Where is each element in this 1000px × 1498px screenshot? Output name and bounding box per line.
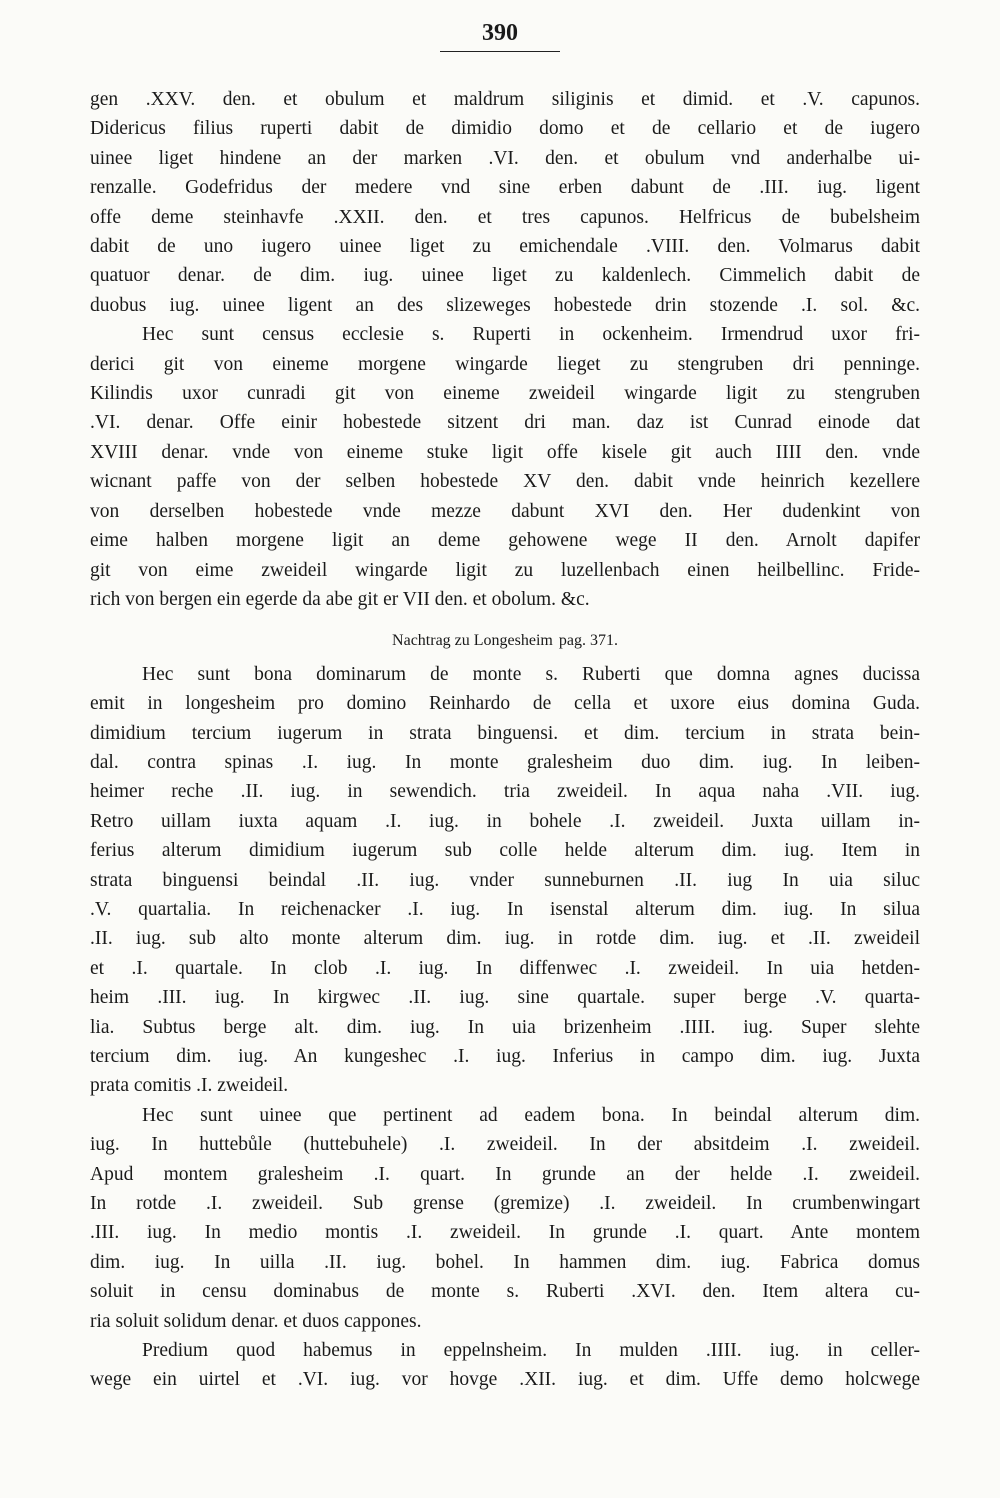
text-line: In rotde .I. zweideil. Sub grense (gremize) .I. zweideil. In crumbenwingart	[90, 1193, 920, 1215]
text-line: rich von bergen ein egerde da abe git er VII den. et obolum. &c.	[90, 588, 590, 610]
text-line: prata comitis .I. zweideil.	[90, 1075, 289, 1097]
text-line: soluit in censu dominabus de monte s. Ruberti .XVI. den. Item altera cu-	[90, 1281, 920, 1303]
text-line: Hec sunt uinee que pertinent ad eadem bona. In beindal alterum dim.	[142, 1104, 920, 1126]
text-line: quatuor denar. de dim. iug. uinee liget zu kaldenlech. Cimmelich dabit de	[90, 265, 920, 287]
text-line: eime halben morgene ligit an deme gehowene wege II den. Arnolt dapifer	[90, 530, 920, 552]
text-line: uinee liget hindene an der marken .VI. den. et obulum vnd anderhalbe ui-	[90, 147, 920, 169]
text-line: von derselben hobestede vnde mezze dabunt XVI den. Her dudenkint von	[90, 500, 920, 522]
text-line: emit in longesheim pro domino Reinhardo de cella et uxore eius domina Guda.	[90, 693, 920, 715]
section-predium	[90, 1336, 920, 1395]
section-census	[90, 85, 920, 614]
text-line: dim. iug. In uilla .II. iug. bohel. In hammen dim. iug. Fabrica domus	[90, 1251, 920, 1273]
text-line: Retro uillam iuxta aquam .I. iug. in bohele .I. zweideil. Juxta uillam in-	[90, 810, 920, 832]
text-line: .III. iug. In medio montis .I. zweideil. In grunde .I. quart. Ante montem	[90, 1222, 920, 1244]
text-line: lia. Subtus berge alt. dim. iug. In uia brizenheim .IIII. iug. Super slehte	[90, 1016, 920, 1038]
text-line: .VI. denar. Offe einir hobestede sitzent dri man. daz ist Cunrad einode dat	[90, 412, 920, 434]
text-line: heim .III. iug. In kirgwec .II. iug. sine quartale. super berge .V. quarta-	[90, 987, 920, 1009]
text-line: Predium quod habemus in eppelnsheim. In mulden .IIII. iug. in celler-	[142, 1340, 920, 1362]
text-line: gen .XXV. den. et obulum et maldrum siliginis et dimid. et .V. capunos.	[90, 89, 920, 110]
text-line: renzalle. Godefridus der medere vnd sine erben dabunt de .III. iug. ligent	[90, 177, 920, 199]
text-line: dimidium tercium iugerum in strata binguensi. et dim. tercium in strata bein-	[90, 722, 920, 744]
document-body	[90, 85, 920, 1395]
text-line: offe deme steinhavfe .XXII. den. et tres capunos. Helfricus de bubelsheim	[90, 206, 920, 228]
text-line: git von eime zweideil wingarde ligit zu luzellenbach einen heilbellinc. Fride-	[90, 559, 920, 581]
text-line: iug. In huttebůle (huttebuhele) .I. zweideil. In der absitdeim .I. zweideil.	[90, 1134, 920, 1156]
text-line: Didericus filius ruperti dabit de dimidio domo et de cellario et de iugero	[90, 118, 920, 140]
text-line: wicnant paffe von der selben hobestede XV den. dabit vnde heinrich kezellere	[90, 471, 920, 493]
text-line: dal. contra spinas .I. iug. In monte gralesheim duo dim. iug. In leiben-	[90, 751, 920, 773]
page-number: 390	[440, 20, 560, 52]
text-line: Hec sunt bona dominarum de monte s. Ruberti que domna agnes ducissa	[142, 663, 920, 685]
text-line: wege ein uirtel et .VI. iug. vor hovge .XII. iug. et dim. Uffe demo holcwege	[90, 1369, 920, 1391]
text-line: Kilindis uxor cunradi git von eineme zweideil wingarde ligit zu stengruben	[90, 383, 920, 405]
text-line: heimer reche .II. iug. in sewendich. tria zweideil. In aqua naha .VII. iug.	[90, 781, 920, 803]
section-bona	[90, 660, 920, 1101]
text-line: ferius alterum dimidium iugerum sub colle helde alterum dim. iug. Item in	[90, 840, 920, 862]
text-line: et .I. quartale. In clob .I. iug. In diffenwec .I. zweideil. In uia hetden-	[90, 957, 920, 979]
text-line: derici git von eineme morgene wingarde lieget zu stengruben dri penninge.	[90, 353, 920, 375]
section-uinee	[90, 1101, 920, 1336]
text-line: duobus iug. uinee ligent an des slizeweges hobestede drin stozende .I. sol. &c.	[90, 294, 920, 316]
text-line: Hec sunt census ecclesie s. Ruperti in ockenheim. Irmendrud uxor fri-	[142, 324, 920, 346]
text-line: tercium dim. iug. An kungeshec .I. iug. Inferius in campo dim. iug. Juxta	[90, 1046, 920, 1067]
text-line: dabit de uno iugero uinee liget zu emichendale .VIII. den. Volmarus dabit	[90, 236, 920, 258]
text-line: strata binguensi beindal .II. iug. vnder sunneburnen .II. iug In uia siluc	[90, 869, 920, 891]
text-line: ria soluit solidum denar. et duos cappones.	[90, 1310, 422, 1332]
heading-title: Nachtrag zu Longesheim	[392, 632, 553, 650]
text-line: Apud montem gralesheim .I. quart. In grunde an der helde .I. zweideil.	[90, 1163, 920, 1185]
text-line: .V. quartalia. In reichenacker .I. iug. In isenstal alterum dim. iug. In silua	[90, 898, 920, 920]
text-line: XVIII denar. vnde von eineme stuke ligit offe kisele git auch IIII den. vnde	[90, 441, 920, 463]
section-heading	[90, 626, 920, 655]
text-line: .II. iug. sub alto monte alterum dim. iug. in rotde dim. iug. et .II. zweideil	[90, 928, 920, 950]
heading-page-ref: pag. 371.	[558, 632, 618, 650]
